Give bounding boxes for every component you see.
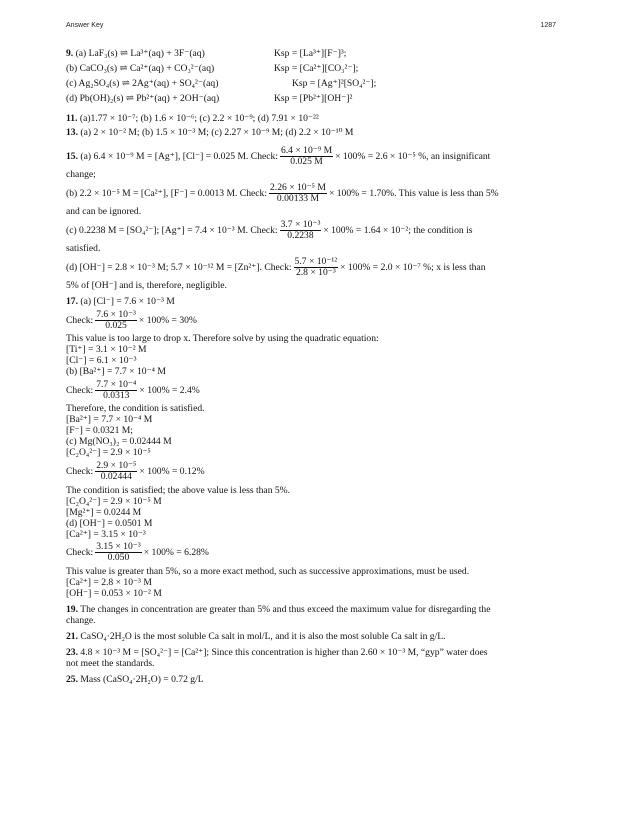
answer-text: 5% of [OH⁻] and is, therefore, negligible.	[66, 280, 227, 292]
answer-text: [Ti⁺] = 3.1 × 10⁻² M	[66, 344, 147, 356]
ksp-expression: Ksp = [Ag⁺]²[SO₄²⁻];	[292, 78, 377, 89]
answer-text: [C₂O₄²⁻] = 2.9 × 10⁻⁵	[66, 447, 151, 459]
reaction-equation: Pb(OH)₂(s) ⇌ Pb²⁺(aq) + 2OH⁻(aq)	[79, 93, 220, 104]
fraction-denominator: 0.00133 M	[276, 192, 320, 204]
fraction	[95, 380, 137, 401]
answer-text: (b) [Ba²⁺] = 7.7 × 10⁻⁴ M	[66, 366, 166, 378]
answer-19	[66, 604, 566, 626]
fraction	[280, 146, 333, 167]
answer-text: (c) 0.2238 M = [SO₄²⁻]; [Ag⁺] = 7.4 × 10⁻³ M. Check:	[66, 224, 278, 236]
check-label: Check:	[66, 314, 94, 326]
answer-text: × 100% = 6.28%	[143, 547, 209, 559]
fraction-numerator: 7.6 × 10⁻³	[96, 308, 136, 320]
answer-text: × 100% = 0.12%	[139, 465, 205, 477]
answer-21	[66, 631, 566, 642]
ksp-expression: Ksp = [Ca²⁺][CO₃²⁻];	[274, 63, 359, 74]
fraction	[280, 220, 322, 241]
answer-text: change;	[66, 169, 96, 181]
answer-text: [Mg²⁺] = 0.0244 M	[66, 506, 142, 518]
answer-text: change.	[66, 614, 96, 626]
check-label: Check:	[66, 547, 94, 559]
fraction-denominator: 2.8 × 10⁻³	[295, 266, 336, 278]
answer-text: × 100% = 30%	[138, 314, 197, 326]
part-label: (b)	[66, 63, 78, 74]
answer-13	[66, 127, 566, 138]
answer-text: × 100% = 2.0 × 10⁻⁷ %; x is less than	[340, 261, 486, 273]
fraction-denominator: 0.02444	[100, 471, 132, 482]
reaction-equation: CaCO₃(s) ⇌ Ca²⁺(aq) + CO₃²⁻(aq)	[79, 63, 215, 74]
answer-text: (d) [OH⁻] = 2.8 × 10⁻³ M; 5.7 × 10⁻¹² M = [Zn²⁺]. Check:	[66, 261, 292, 273]
answer-text: (a)1.77 × 10⁻⁷; (b) 1.6 × 10⁻⁶; (c) 2.2 × 10⁻⁹; (d) 7.91 × 10⁻²²	[79, 113, 319, 124]
fraction-numerator: 2.9 × 10⁻⁵	[96, 459, 137, 471]
fraction-numerator: 5.7 × 10⁻¹²	[294, 255, 338, 267]
ksp-expression: Ksp = [La³⁺][F⁻]³;	[274, 48, 347, 59]
answer-text: (a) 6.4 × 10⁻⁹ M = [Ag⁺], [Cl⁻] = 0.025 M. Check:	[80, 150, 278, 162]
answer-text: The changes in concentration are greater than 5% and thus exceed the maximum value for disregarding the	[80, 603, 491, 615]
fraction-numerator: 7.7 × 10⁻⁴	[96, 378, 137, 390]
answer-11	[66, 113, 566, 124]
question-number: 19.	[66, 603, 78, 615]
reaction-equation: Ag₂SO₄(s) ⇌ 2Ag⁺(aq) + SO₄²⁻(aq)	[78, 78, 219, 89]
answer-text: × 100% = 1.64 × 10⁻²; the condition is	[323, 224, 473, 236]
answer-text: [Cl⁻] = 6.1 × 10⁻³	[66, 355, 137, 367]
question-number: 13.	[66, 127, 78, 139]
fraction	[95, 461, 137, 482]
answer-text: This value is greater than 5%, so a more exact method, such as successive approximations, must be used.	[66, 565, 470, 577]
fraction-numerator: 3.15 × 10⁻³	[96, 541, 141, 553]
answer-text: × 100% = 1.70%. This value is less than 5%	[328, 187, 499, 199]
question-number: 15.	[66, 150, 78, 162]
answer-text: [Ba²⁺] = 7.7 × 10⁻⁴ M	[66, 414, 153, 426]
question-number: 25.	[66, 673, 78, 685]
answer-text: (d) [OH⁻] = 0.0501 M	[66, 517, 153, 529]
ksp-expression: Ksp = [Pb²⁺][OH⁻]²	[274, 93, 353, 104]
question-number: 9.	[66, 48, 74, 59]
part-label: (d)	[66, 93, 78, 104]
fraction-numerator: 2.26 × 10⁻⁵ M	[270, 181, 326, 193]
reaction-equation: LaF₃(s) ⇌ La³⁺(aq) + 3F⁻(aq)	[88, 48, 205, 59]
answer-text: not meet the standards.	[66, 657, 155, 669]
part-label: (c)	[66, 78, 77, 89]
page-number: 1287	[540, 22, 556, 29]
answer-text: CaSO₄·2H₂O is the most soluble Ca salt in mol/L, and it is also the most soluble Ca salt in g/L.	[80, 630, 446, 642]
question-number: 23.	[66, 646, 78, 658]
answer-text: [Ca²⁺] = 3.15 × 10⁻³	[66, 528, 146, 540]
fraction	[269, 183, 327, 204]
fraction-numerator: 3.7 × 10⁻³	[280, 218, 321, 230]
fraction-denominator: 0.0313	[103, 389, 130, 401]
answer-15	[66, 143, 566, 291]
answer-text: Mass (CaSO₄·2H₂O) = 0.72 g/L	[80, 673, 204, 685]
answer-text: (a) 2 × 10⁻² M; (b) 1.5 × 10⁻³ M; (c) 2.27 × 10⁻⁹ M; (d) 2.2 × 10⁻¹⁰ M	[80, 127, 354, 139]
fraction-denominator: 0.2238	[287, 229, 314, 241]
question-number: 21.	[66, 630, 78, 642]
answer-9	[66, 48, 566, 108]
answer-17	[66, 296, 566, 599]
answer-key-content	[66, 48, 566, 685]
answer-text: satisfied.	[66, 243, 101, 255]
question-number: 11.	[66, 113, 78, 124]
answer-text: This value is too large to drop x. Therefore solve by using the quadratic equation:	[66, 333, 379, 345]
fraction	[95, 542, 142, 563]
question-number: 17.	[66, 296, 78, 308]
answer-text: and can be ignored.	[66, 206, 142, 218]
check-label: Check:	[66, 465, 94, 477]
answer-23	[66, 647, 566, 669]
answer-text: × 100% = 2.4%	[139, 384, 200, 396]
fraction-denominator: 0.025 M	[290, 155, 323, 167]
fraction	[95, 310, 137, 331]
answer-25	[66, 674, 566, 685]
answer-text: [F⁻] = 0.0321 M;	[66, 425, 133, 437]
part-label: (a)	[75, 48, 87, 59]
answer-text: 4.8 × 10⁻³ M = [SO₄²⁻] = [Ca²⁺]; Since this concentration is higher than 2.60 × 10⁻³ M, “gyp” water does	[80, 646, 488, 658]
answer-text: [Ca²⁺] = 2.8 × 10⁻³ M	[66, 576, 152, 588]
fraction-numerator: 6.4 × 10⁻⁹ M	[280, 144, 333, 156]
answer-text: Therefore, the condition is satisfied.	[66, 403, 205, 415]
check-label: Check:	[66, 384, 94, 396]
fraction-denominator: 0.025	[105, 319, 127, 331]
answer-text: [OH⁻] = 0.053 × 10⁻² M	[66, 587, 162, 599]
answer-text: (a) [Cl⁻] = 7.6 × 10⁻³ M	[80, 296, 175, 308]
answer-text: (c) Mg(NO₃)₂ = 0.02444 M	[66, 436, 172, 448]
running-header-title: Answer Key	[66, 22, 104, 29]
fraction	[294, 257, 339, 278]
answer-text: [C₂O₄²⁻] = 2.9 × 10⁻⁵ M	[66, 495, 162, 507]
answer-text: × 100% = 2.6 × 10⁻⁵ %, an insignificant	[335, 150, 491, 162]
answer-text: (b) 2.2 × 10⁻⁵ M = [Ca²⁺], [F⁻] = 0.0013 M. Check:	[66, 187, 267, 199]
answer-text: The condition is satisfied; the above value is less than 5%.	[66, 484, 291, 496]
fraction-denominator: 0.050	[107, 552, 130, 564]
